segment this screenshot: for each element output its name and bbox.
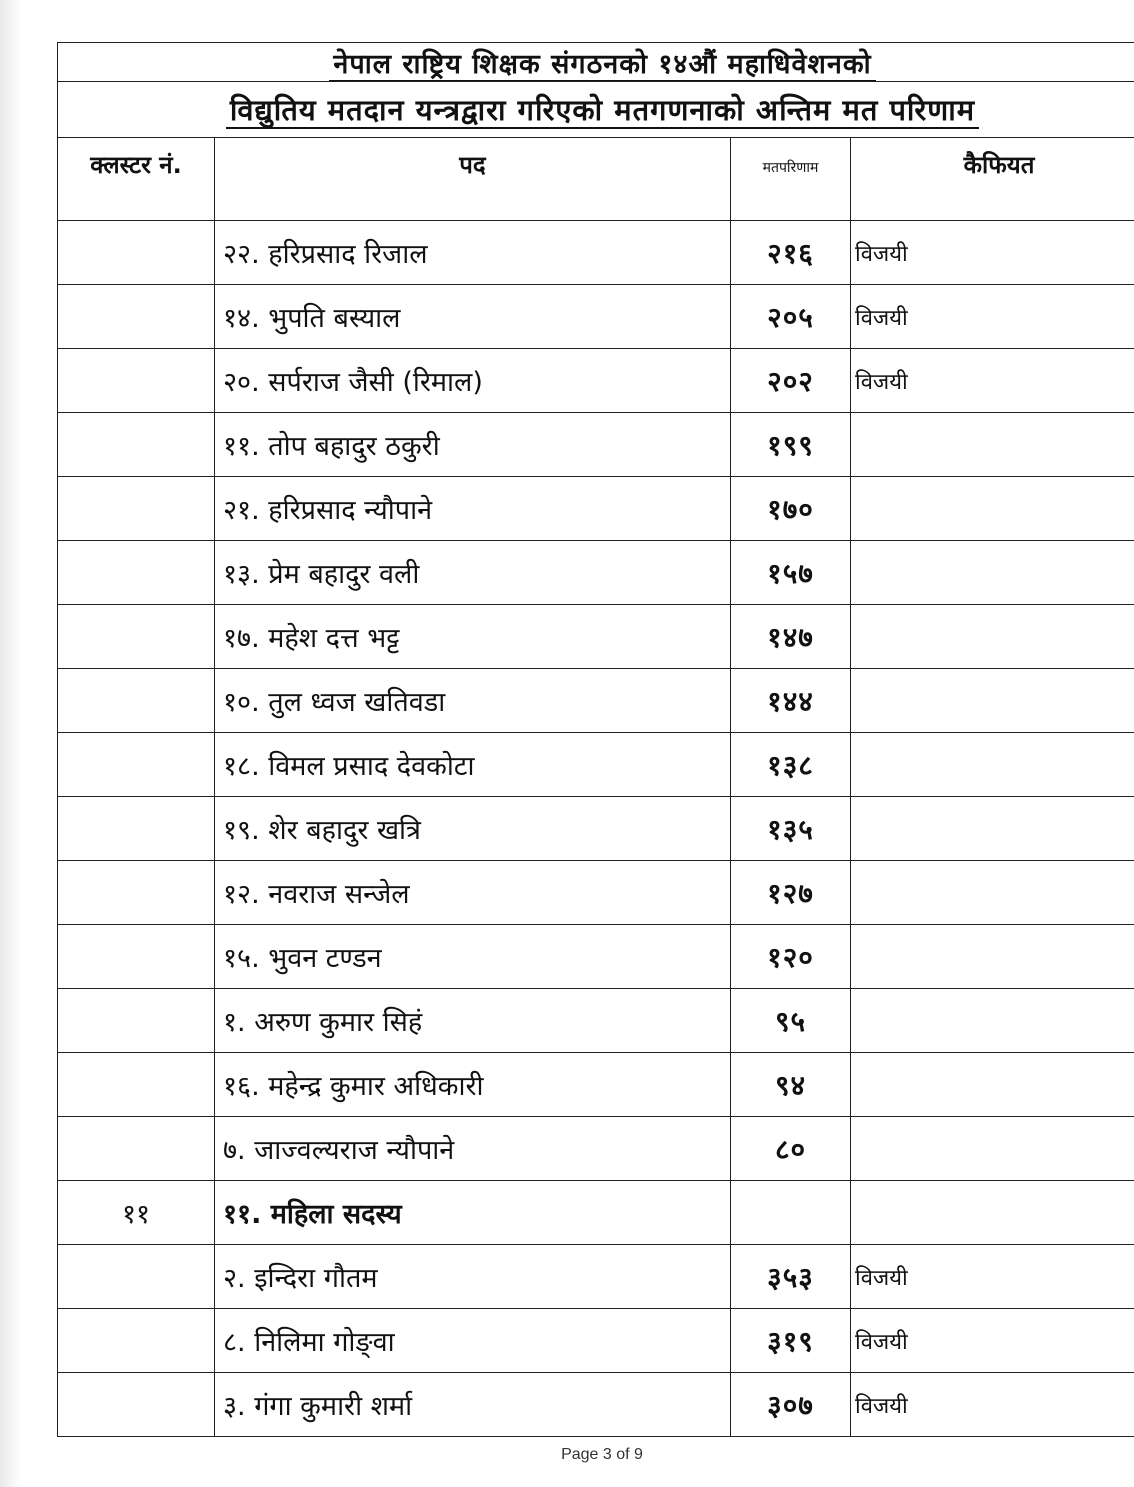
cluster-cell	[58, 1245, 215, 1309]
candidate-name-cell: १६. महेन्द्र कुमार अधिकारी	[215, 1053, 731, 1117]
remark-cell: विजयी	[851, 221, 1134, 285]
table-row	[58, 1309, 1134, 1373]
votes-cell: १३८	[731, 733, 851, 797]
page-edge-shadow	[0, 0, 22, 1487]
table-row	[58, 285, 1134, 349]
votes-cell: १२७	[731, 861, 851, 925]
votes-cell: ३०७	[731, 1373, 851, 1437]
remark-cell	[851, 925, 1134, 989]
cluster-cell	[58, 1373, 215, 1437]
document-title-line-1: नेपाल राष्ट्रिय शिक्षक संगठनको १४औं महाधिवेशनको	[58, 43, 1134, 82]
document-title-line-2: विद्युतिय मतदान यन्त्रद्वारा गरिएको मतगणनाको अन्तिम मत परिणाम	[58, 82, 1134, 138]
title-row-2	[58, 82, 1134, 138]
remark-cell	[851, 1117, 1134, 1181]
results-table	[57, 42, 1134, 1437]
votes-cell: ८०	[731, 1117, 851, 1181]
remark-cell	[851, 1181, 1134, 1245]
cluster-cell	[58, 221, 215, 285]
table-row	[58, 925, 1134, 989]
votes-cell	[731, 1181, 851, 1245]
table-row	[58, 669, 1134, 733]
table-row	[58, 797, 1134, 861]
votes-cell: १४७	[731, 605, 851, 669]
results-table-body	[58, 43, 1134, 1437]
cluster-cell	[58, 1117, 215, 1181]
table-row	[58, 541, 1134, 605]
remark-cell	[851, 1053, 1134, 1117]
cluster-cell	[58, 477, 215, 541]
cluster-cell	[58, 733, 215, 797]
cluster-cell	[58, 989, 215, 1053]
candidate-name-cell: २२. हरिप्रसाद रिजाल	[215, 221, 731, 285]
column-header-remarks: कैफियत	[851, 138, 1134, 221]
candidate-name-cell: ७. जाज्वल्यराज न्यौपाने	[215, 1117, 731, 1181]
cluster-cell	[58, 1309, 215, 1373]
table-row	[58, 349, 1134, 413]
cluster-cell	[58, 669, 215, 733]
candidate-name-cell: ११. तोप बहादुर ठकुरी	[215, 413, 731, 477]
remark-cell: विजयी	[851, 1373, 1134, 1437]
remark-cell	[851, 541, 1134, 605]
cluster-cell	[58, 797, 215, 861]
candidate-name-cell: १. अरुण कुमार सिहं	[215, 989, 731, 1053]
cluster-cell	[58, 925, 215, 989]
table-row	[58, 989, 1134, 1053]
candidate-name-cell: १३. प्रेम बहादुर वली	[215, 541, 731, 605]
votes-cell: १५७	[731, 541, 851, 605]
table-row	[58, 1117, 1134, 1181]
votes-cell: ३५३	[731, 1245, 851, 1309]
column-header-row	[58, 138, 1134, 221]
candidate-name-cell: १९. शेर बहादुर खत्रि	[215, 797, 731, 861]
remark-cell	[851, 413, 1134, 477]
candidate-name-cell: ८. निलिमा गोङ्वा	[215, 1309, 731, 1373]
votes-cell: २०२	[731, 349, 851, 413]
votes-cell: ३१९	[731, 1309, 851, 1373]
remark-cell: विजयी	[851, 1245, 1134, 1309]
cluster-cell: ११	[58, 1181, 215, 1245]
votes-cell: ९४	[731, 1053, 851, 1117]
candidate-name-cell: १८. विमल प्रसाद देवकोटा	[215, 733, 731, 797]
candidate-name-cell: ११. महिला सदस्य	[215, 1181, 731, 1245]
votes-cell: १७०	[731, 477, 851, 541]
remark-cell	[851, 989, 1134, 1053]
table-row	[58, 221, 1134, 285]
candidate-name-cell: १४. भुपति बस्याल	[215, 285, 731, 349]
cluster-cell	[58, 413, 215, 477]
cluster-cell	[58, 349, 215, 413]
votes-cell: १३५	[731, 797, 851, 861]
votes-cell: २०५	[731, 285, 851, 349]
remark-cell	[851, 797, 1134, 861]
remark-cell: विजयी	[851, 349, 1134, 413]
table-row	[58, 477, 1134, 541]
remark-cell	[851, 861, 1134, 925]
candidate-name-cell: १५. भुवन टण्डन	[215, 925, 731, 989]
candidate-name-cell: २१. हरिप्रसाद न्यौपाने	[215, 477, 731, 541]
column-header-votes: मतपरिणाम	[731, 138, 851, 221]
votes-cell: १२०	[731, 925, 851, 989]
cluster-cell	[58, 285, 215, 349]
cluster-cell	[58, 541, 215, 605]
candidate-name-cell: १०. तुल ध्वज खतिवडा	[215, 669, 731, 733]
votes-cell: १४४	[731, 669, 851, 733]
table-row	[58, 733, 1134, 797]
cluster-cell	[58, 861, 215, 925]
cluster-cell	[58, 1053, 215, 1117]
candidate-name-cell: १७. महेश दत्त भट्ट	[215, 605, 731, 669]
table-row	[58, 1373, 1134, 1437]
candidate-name-cell: १२. नवराज सन्जेल	[215, 861, 731, 925]
votes-cell: २१६	[731, 221, 851, 285]
table-row	[58, 861, 1134, 925]
title-row-1	[58, 43, 1134, 82]
remark-cell	[851, 477, 1134, 541]
table-row	[58, 413, 1134, 477]
section-row	[58, 1181, 1134, 1245]
remark-cell	[851, 733, 1134, 797]
candidate-name-cell: २०. सर्पराज जैसी (रिमाल)	[215, 349, 731, 413]
table-row	[58, 1053, 1134, 1117]
votes-cell: ९५	[731, 989, 851, 1053]
column-header-cluster: क्लस्टर नं.	[58, 138, 215, 221]
table-row	[58, 605, 1134, 669]
remark-cell: विजयी	[851, 285, 1134, 349]
remark-cell: विजयी	[851, 1309, 1134, 1373]
candidate-name-cell: २. इन्दिरा गौतम	[215, 1245, 731, 1309]
remark-cell	[851, 605, 1134, 669]
column-header-post: पद	[215, 138, 731, 221]
remark-cell	[851, 669, 1134, 733]
candidate-name-cell: ३. गंगा कुमारी शर्मा	[215, 1373, 731, 1437]
votes-cell: १९९	[731, 413, 851, 477]
page-number: Page 3 of 9	[561, 1446, 643, 1463]
table-row	[58, 1245, 1134, 1309]
cluster-cell	[58, 605, 215, 669]
